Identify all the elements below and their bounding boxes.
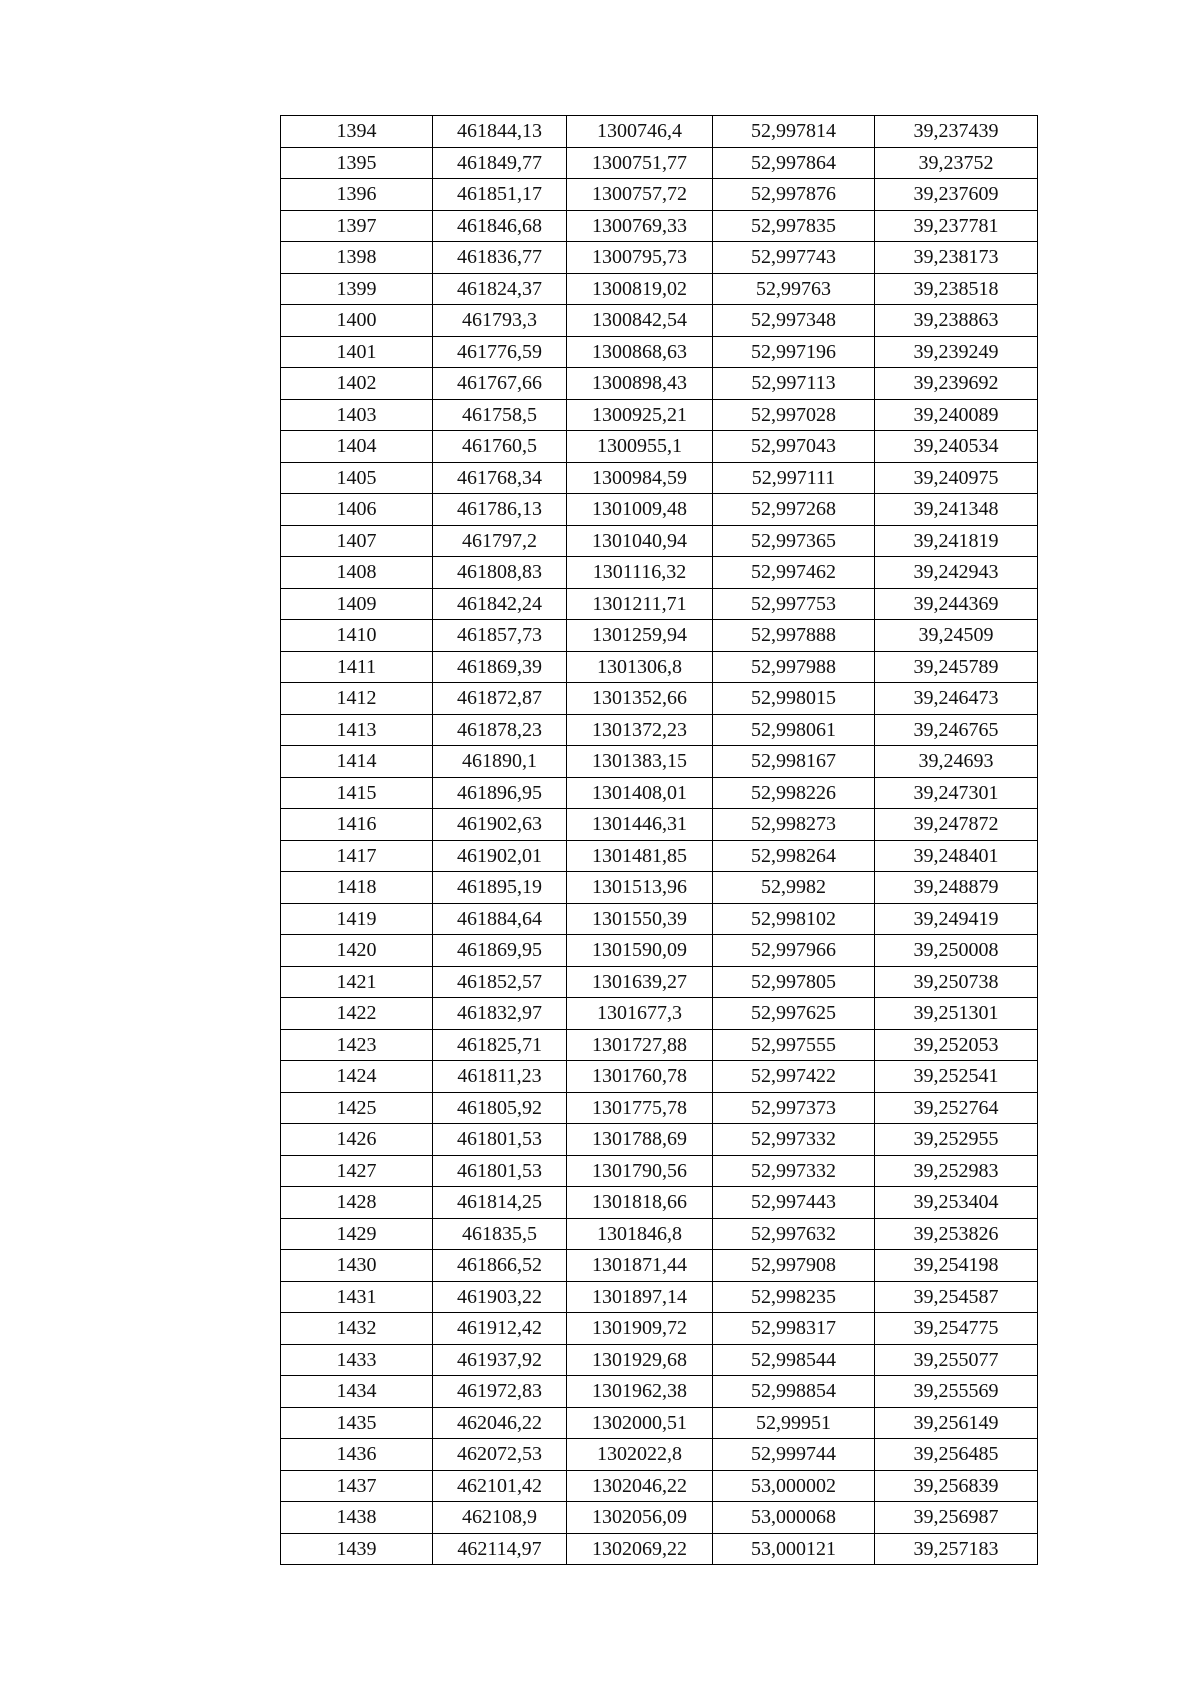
x-coordinate-cell: 461836,77 [433, 242, 567, 274]
x-coordinate-cell: 461937,92 [433, 1344, 567, 1376]
table-row [281, 336, 1038, 368]
point-number-cell: 1436 [281, 1439, 433, 1471]
point-number-cell: 1414 [281, 746, 433, 778]
table-row [281, 431, 1038, 463]
longitude-cell: 39,249419 [875, 903, 1038, 935]
x-coordinate-cell: 461852,57 [433, 966, 567, 998]
table-row [281, 1061, 1038, 1093]
coordinates-table-body [281, 116, 1038, 1565]
longitude-cell: 39,237781 [875, 210, 1038, 242]
y-coordinate-cell: 1301727,88 [567, 1029, 713, 1061]
x-coordinate-cell: 461793,3 [433, 305, 567, 337]
point-number-cell: 1398 [281, 242, 433, 274]
longitude-cell: 39,241819 [875, 525, 1038, 557]
table-row [281, 116, 1038, 148]
x-coordinate-cell: 461797,2 [433, 525, 567, 557]
table-row [281, 746, 1038, 778]
y-coordinate-cell: 1300868,63 [567, 336, 713, 368]
latitude-cell: 52,997028 [713, 399, 875, 431]
latitude-cell: 52,997332 [713, 1124, 875, 1156]
point-number-cell: 1428 [281, 1187, 433, 1219]
x-coordinate-cell: 461842,24 [433, 588, 567, 620]
table-row [281, 399, 1038, 431]
y-coordinate-cell: 1301481,85 [567, 840, 713, 872]
y-coordinate-cell: 1301211,71 [567, 588, 713, 620]
y-coordinate-cell: 1301513,96 [567, 872, 713, 904]
point-number-cell: 1424 [281, 1061, 433, 1093]
latitude-cell: 52,997348 [713, 305, 875, 337]
x-coordinate-cell: 461767,66 [433, 368, 567, 400]
x-coordinate-cell: 462072,53 [433, 1439, 567, 1471]
x-coordinate-cell: 461835,5 [433, 1218, 567, 1250]
x-coordinate-cell: 461857,73 [433, 620, 567, 652]
point-number-cell: 1437 [281, 1470, 433, 1502]
table-row [281, 935, 1038, 967]
y-coordinate-cell: 1300925,21 [567, 399, 713, 431]
point-number-cell: 1431 [281, 1281, 433, 1313]
latitude-cell: 52,997555 [713, 1029, 875, 1061]
y-coordinate-cell: 1301846,8 [567, 1218, 713, 1250]
x-coordinate-cell: 461872,87 [433, 683, 567, 715]
longitude-cell: 39,250008 [875, 935, 1038, 967]
table-row [281, 1124, 1038, 1156]
y-coordinate-cell: 1301788,69 [567, 1124, 713, 1156]
longitude-cell: 39,257183 [875, 1533, 1038, 1565]
latitude-cell: 52,998264 [713, 840, 875, 872]
y-coordinate-cell: 1301040,94 [567, 525, 713, 557]
y-coordinate-cell: 1301550,39 [567, 903, 713, 935]
latitude-cell: 52,997864 [713, 147, 875, 179]
longitude-cell: 39,248401 [875, 840, 1038, 872]
y-coordinate-cell: 1301446,31 [567, 809, 713, 841]
longitude-cell: 39,244369 [875, 588, 1038, 620]
longitude-cell: 39,252764 [875, 1092, 1038, 1124]
point-number-cell: 1416 [281, 809, 433, 841]
y-coordinate-cell: 1301818,66 [567, 1187, 713, 1219]
longitude-cell: 39,241348 [875, 494, 1038, 526]
latitude-cell: 52,997443 [713, 1187, 875, 1219]
latitude-cell: 52,997814 [713, 116, 875, 148]
point-number-cell: 1419 [281, 903, 433, 935]
latitude-cell: 52,998235 [713, 1281, 875, 1313]
coordinates-table [280, 115, 1038, 1565]
x-coordinate-cell: 461758,5 [433, 399, 567, 431]
point-number-cell: 1435 [281, 1407, 433, 1439]
x-coordinate-cell: 461849,77 [433, 147, 567, 179]
point-number-cell: 1432 [281, 1313, 433, 1345]
longitude-cell: 39,240975 [875, 462, 1038, 494]
y-coordinate-cell: 1302022,8 [567, 1439, 713, 1471]
longitude-cell: 39,253404 [875, 1187, 1038, 1219]
point-number-cell: 1427 [281, 1155, 433, 1187]
latitude-cell: 52,997743 [713, 242, 875, 274]
longitude-cell: 39,255077 [875, 1344, 1038, 1376]
latitude-cell: 52,997422 [713, 1061, 875, 1093]
latitude-cell: 52,997332 [713, 1155, 875, 1187]
point-number-cell: 1423 [281, 1029, 433, 1061]
table-row [281, 809, 1038, 841]
table-row [281, 903, 1038, 935]
longitude-cell: 39,245789 [875, 651, 1038, 683]
table-row [281, 242, 1038, 274]
point-number-cell: 1412 [281, 683, 433, 715]
point-number-cell: 1417 [281, 840, 433, 872]
longitude-cell: 39,256987 [875, 1502, 1038, 1534]
latitude-cell: 52,997625 [713, 998, 875, 1030]
table-row [281, 1407, 1038, 1439]
longitude-cell: 39,248879 [875, 872, 1038, 904]
longitude-cell: 39,251301 [875, 998, 1038, 1030]
x-coordinate-cell: 461801,53 [433, 1124, 567, 1156]
table-row [281, 179, 1038, 211]
table-row [281, 1029, 1038, 1061]
y-coordinate-cell: 1301352,66 [567, 683, 713, 715]
x-coordinate-cell: 462046,22 [433, 1407, 567, 1439]
x-coordinate-cell: 462108,9 [433, 1502, 567, 1534]
latitude-cell: 52,997365 [713, 525, 875, 557]
longitude-cell: 39,254587 [875, 1281, 1038, 1313]
y-coordinate-cell: 1300751,77 [567, 147, 713, 179]
x-coordinate-cell: 461832,97 [433, 998, 567, 1030]
longitude-cell: 39,242943 [875, 557, 1038, 589]
longitude-cell: 39,254775 [875, 1313, 1038, 1345]
x-coordinate-cell: 461844,13 [433, 116, 567, 148]
y-coordinate-cell: 1300955,1 [567, 431, 713, 463]
table-row [281, 494, 1038, 526]
longitude-cell: 39,240089 [875, 399, 1038, 431]
y-coordinate-cell: 1301009,48 [567, 494, 713, 526]
x-coordinate-cell: 462114,97 [433, 1533, 567, 1565]
table-row [281, 1313, 1038, 1345]
point-number-cell: 1421 [281, 966, 433, 998]
x-coordinate-cell: 461866,52 [433, 1250, 567, 1282]
y-coordinate-cell: 1300819,02 [567, 273, 713, 305]
point-number-cell: 1418 [281, 872, 433, 904]
longitude-cell: 39,253826 [875, 1218, 1038, 1250]
point-number-cell: 1407 [281, 525, 433, 557]
table-row [281, 683, 1038, 715]
longitude-cell: 39,246765 [875, 714, 1038, 746]
y-coordinate-cell: 1300898,43 [567, 368, 713, 400]
x-coordinate-cell: 461972,83 [433, 1376, 567, 1408]
y-coordinate-cell: 1300746,4 [567, 116, 713, 148]
x-coordinate-cell: 461869,39 [433, 651, 567, 683]
latitude-cell: 52,997805 [713, 966, 875, 998]
y-coordinate-cell: 1301306,8 [567, 651, 713, 683]
y-coordinate-cell: 1301408,01 [567, 777, 713, 809]
latitude-cell: 52,997632 [713, 1218, 875, 1250]
table-row [281, 210, 1038, 242]
table-row [281, 557, 1038, 589]
x-coordinate-cell: 461824,37 [433, 273, 567, 305]
latitude-cell: 52,997196 [713, 336, 875, 368]
longitude-cell: 39,256485 [875, 1439, 1038, 1471]
y-coordinate-cell: 1301590,09 [567, 935, 713, 967]
table-row [281, 777, 1038, 809]
longitude-cell: 39,252053 [875, 1029, 1038, 1061]
latitude-cell: 52,997462 [713, 557, 875, 589]
longitude-cell: 39,247301 [875, 777, 1038, 809]
table-row [281, 1470, 1038, 1502]
latitude-cell: 52,998854 [713, 1376, 875, 1408]
table-row [281, 147, 1038, 179]
x-coordinate-cell: 461903,22 [433, 1281, 567, 1313]
point-number-cell: 1430 [281, 1250, 433, 1282]
point-number-cell: 1413 [281, 714, 433, 746]
longitude-cell: 39,256149 [875, 1407, 1038, 1439]
y-coordinate-cell: 1301871,44 [567, 1250, 713, 1282]
y-coordinate-cell: 1301383,15 [567, 746, 713, 778]
point-number-cell: 1402 [281, 368, 433, 400]
latitude-cell: 52,998317 [713, 1313, 875, 1345]
x-coordinate-cell: 461895,19 [433, 872, 567, 904]
point-number-cell: 1405 [281, 462, 433, 494]
x-coordinate-cell: 461896,95 [433, 777, 567, 809]
table-row [281, 1533, 1038, 1565]
point-number-cell: 1401 [281, 336, 433, 368]
table-row [281, 1218, 1038, 1250]
y-coordinate-cell: 1301790,56 [567, 1155, 713, 1187]
y-coordinate-cell: 1300757,72 [567, 179, 713, 211]
x-coordinate-cell: 461851,17 [433, 179, 567, 211]
point-number-cell: 1395 [281, 147, 433, 179]
latitude-cell: 52,998015 [713, 683, 875, 715]
longitude-cell: 39,24693 [875, 746, 1038, 778]
longitude-cell: 39,239249 [875, 336, 1038, 368]
point-number-cell: 1433 [281, 1344, 433, 1376]
y-coordinate-cell: 1302046,22 [567, 1470, 713, 1502]
x-coordinate-cell: 461786,13 [433, 494, 567, 526]
y-coordinate-cell: 1302069,22 [567, 1533, 713, 1565]
y-coordinate-cell: 1300984,59 [567, 462, 713, 494]
latitude-cell: 52,997113 [713, 368, 875, 400]
table-row [281, 273, 1038, 305]
x-coordinate-cell: 461760,5 [433, 431, 567, 463]
latitude-cell: 52,997908 [713, 1250, 875, 1282]
y-coordinate-cell: 1301775,78 [567, 1092, 713, 1124]
table-row [281, 1439, 1038, 1471]
x-coordinate-cell: 461814,25 [433, 1187, 567, 1219]
latitude-cell: 53,000002 [713, 1470, 875, 1502]
longitude-cell: 39,252541 [875, 1061, 1038, 1093]
y-coordinate-cell: 1301929,68 [567, 1344, 713, 1376]
latitude-cell: 52,997043 [713, 431, 875, 463]
table-row [281, 1281, 1038, 1313]
y-coordinate-cell: 1301259,94 [567, 620, 713, 652]
latitude-cell: 52,997753 [713, 588, 875, 620]
point-number-cell: 1415 [281, 777, 433, 809]
latitude-cell: 52,99951 [713, 1407, 875, 1439]
latitude-cell: 52,99763 [713, 273, 875, 305]
y-coordinate-cell: 1300842,54 [567, 305, 713, 337]
table-row [281, 305, 1038, 337]
point-number-cell: 1411 [281, 651, 433, 683]
longitude-cell: 39,252983 [875, 1155, 1038, 1187]
y-coordinate-cell: 1301116,32 [567, 557, 713, 589]
x-coordinate-cell: 461846,68 [433, 210, 567, 242]
point-number-cell: 1426 [281, 1124, 433, 1156]
x-coordinate-cell: 461768,34 [433, 462, 567, 494]
longitude-cell: 39,247872 [875, 809, 1038, 841]
point-number-cell: 1434 [281, 1376, 433, 1408]
table-row [281, 1092, 1038, 1124]
y-coordinate-cell: 1301897,14 [567, 1281, 713, 1313]
latitude-cell: 52,997835 [713, 210, 875, 242]
latitude-cell: 52,997988 [713, 651, 875, 683]
latitude-cell: 52,997876 [713, 179, 875, 211]
x-coordinate-cell: 461912,42 [433, 1313, 567, 1345]
point-number-cell: 1425 [281, 1092, 433, 1124]
latitude-cell: 52,997373 [713, 1092, 875, 1124]
y-coordinate-cell: 1300769,33 [567, 210, 713, 242]
latitude-cell: 52,997268 [713, 494, 875, 526]
point-number-cell: 1399 [281, 273, 433, 305]
table-row [281, 1344, 1038, 1376]
table-row [281, 1155, 1038, 1187]
latitude-cell: 52,998226 [713, 777, 875, 809]
longitude-cell: 39,238173 [875, 242, 1038, 274]
longitude-cell: 39,254198 [875, 1250, 1038, 1282]
x-coordinate-cell: 461776,59 [433, 336, 567, 368]
y-coordinate-cell: 1301372,23 [567, 714, 713, 746]
longitude-cell: 39,246473 [875, 683, 1038, 715]
longitude-cell: 39,238518 [875, 273, 1038, 305]
x-coordinate-cell: 461902,01 [433, 840, 567, 872]
longitude-cell: 39,252955 [875, 1124, 1038, 1156]
y-coordinate-cell: 1302056,09 [567, 1502, 713, 1534]
x-coordinate-cell: 461878,23 [433, 714, 567, 746]
latitude-cell: 52,998544 [713, 1344, 875, 1376]
point-number-cell: 1397 [281, 210, 433, 242]
x-coordinate-cell: 461902,63 [433, 809, 567, 841]
longitude-cell: 39,239692 [875, 368, 1038, 400]
point-number-cell: 1429 [281, 1218, 433, 1250]
x-coordinate-cell: 461811,23 [433, 1061, 567, 1093]
longitude-cell: 39,237609 [875, 179, 1038, 211]
table-row [281, 651, 1038, 683]
y-coordinate-cell: 1301962,38 [567, 1376, 713, 1408]
point-number-cell: 1438 [281, 1502, 433, 1534]
table-row [281, 966, 1038, 998]
point-number-cell: 1406 [281, 494, 433, 526]
y-coordinate-cell: 1301677,3 [567, 998, 713, 1030]
x-coordinate-cell: 461808,83 [433, 557, 567, 589]
point-number-cell: 1408 [281, 557, 433, 589]
point-number-cell: 1439 [281, 1533, 433, 1565]
longitude-cell: 39,250738 [875, 966, 1038, 998]
table-row [281, 1250, 1038, 1282]
x-coordinate-cell: 461890,1 [433, 746, 567, 778]
latitude-cell: 52,998167 [713, 746, 875, 778]
y-coordinate-cell: 1301760,78 [567, 1061, 713, 1093]
x-coordinate-cell: 461825,71 [433, 1029, 567, 1061]
table-row [281, 588, 1038, 620]
latitude-cell: 52,998102 [713, 903, 875, 935]
table-row [281, 462, 1038, 494]
y-coordinate-cell: 1300795,73 [567, 242, 713, 274]
table-row [281, 1187, 1038, 1219]
latitude-cell: 53,000068 [713, 1502, 875, 1534]
point-number-cell: 1403 [281, 399, 433, 431]
latitude-cell: 53,000121 [713, 1533, 875, 1565]
point-number-cell: 1410 [281, 620, 433, 652]
latitude-cell: 52,998061 [713, 714, 875, 746]
longitude-cell: 39,255569 [875, 1376, 1038, 1408]
table-row [281, 368, 1038, 400]
latitude-cell: 52,999744 [713, 1439, 875, 1471]
latitude-cell: 52,997888 [713, 620, 875, 652]
table-row [281, 1376, 1038, 1408]
y-coordinate-cell: 1302000,51 [567, 1407, 713, 1439]
longitude-cell: 39,240534 [875, 431, 1038, 463]
table-row [281, 1502, 1038, 1534]
x-coordinate-cell: 462101,42 [433, 1470, 567, 1502]
point-number-cell: 1396 [281, 179, 433, 211]
latitude-cell: 52,9982 [713, 872, 875, 904]
table-row [281, 998, 1038, 1030]
table-row [281, 872, 1038, 904]
y-coordinate-cell: 1301639,27 [567, 966, 713, 998]
x-coordinate-cell: 461869,95 [433, 935, 567, 967]
latitude-cell: 52,998273 [713, 809, 875, 841]
point-number-cell: 1400 [281, 305, 433, 337]
table-row [281, 714, 1038, 746]
table-row [281, 525, 1038, 557]
longitude-cell: 39,256839 [875, 1470, 1038, 1502]
point-number-cell: 1409 [281, 588, 433, 620]
latitude-cell: 52,997966 [713, 935, 875, 967]
point-number-cell: 1394 [281, 116, 433, 148]
longitude-cell: 39,238863 [875, 305, 1038, 337]
y-coordinate-cell: 1301909,72 [567, 1313, 713, 1345]
point-number-cell: 1404 [281, 431, 433, 463]
longitude-cell: 39,237439 [875, 116, 1038, 148]
longitude-cell: 39,24509 [875, 620, 1038, 652]
point-number-cell: 1420 [281, 935, 433, 967]
x-coordinate-cell: 461884,64 [433, 903, 567, 935]
x-coordinate-cell: 461805,92 [433, 1092, 567, 1124]
longitude-cell: 39,23752 [875, 147, 1038, 179]
table-row [281, 620, 1038, 652]
point-number-cell: 1422 [281, 998, 433, 1030]
latitude-cell: 52,997111 [713, 462, 875, 494]
table-row [281, 840, 1038, 872]
x-coordinate-cell: 461801,53 [433, 1155, 567, 1187]
